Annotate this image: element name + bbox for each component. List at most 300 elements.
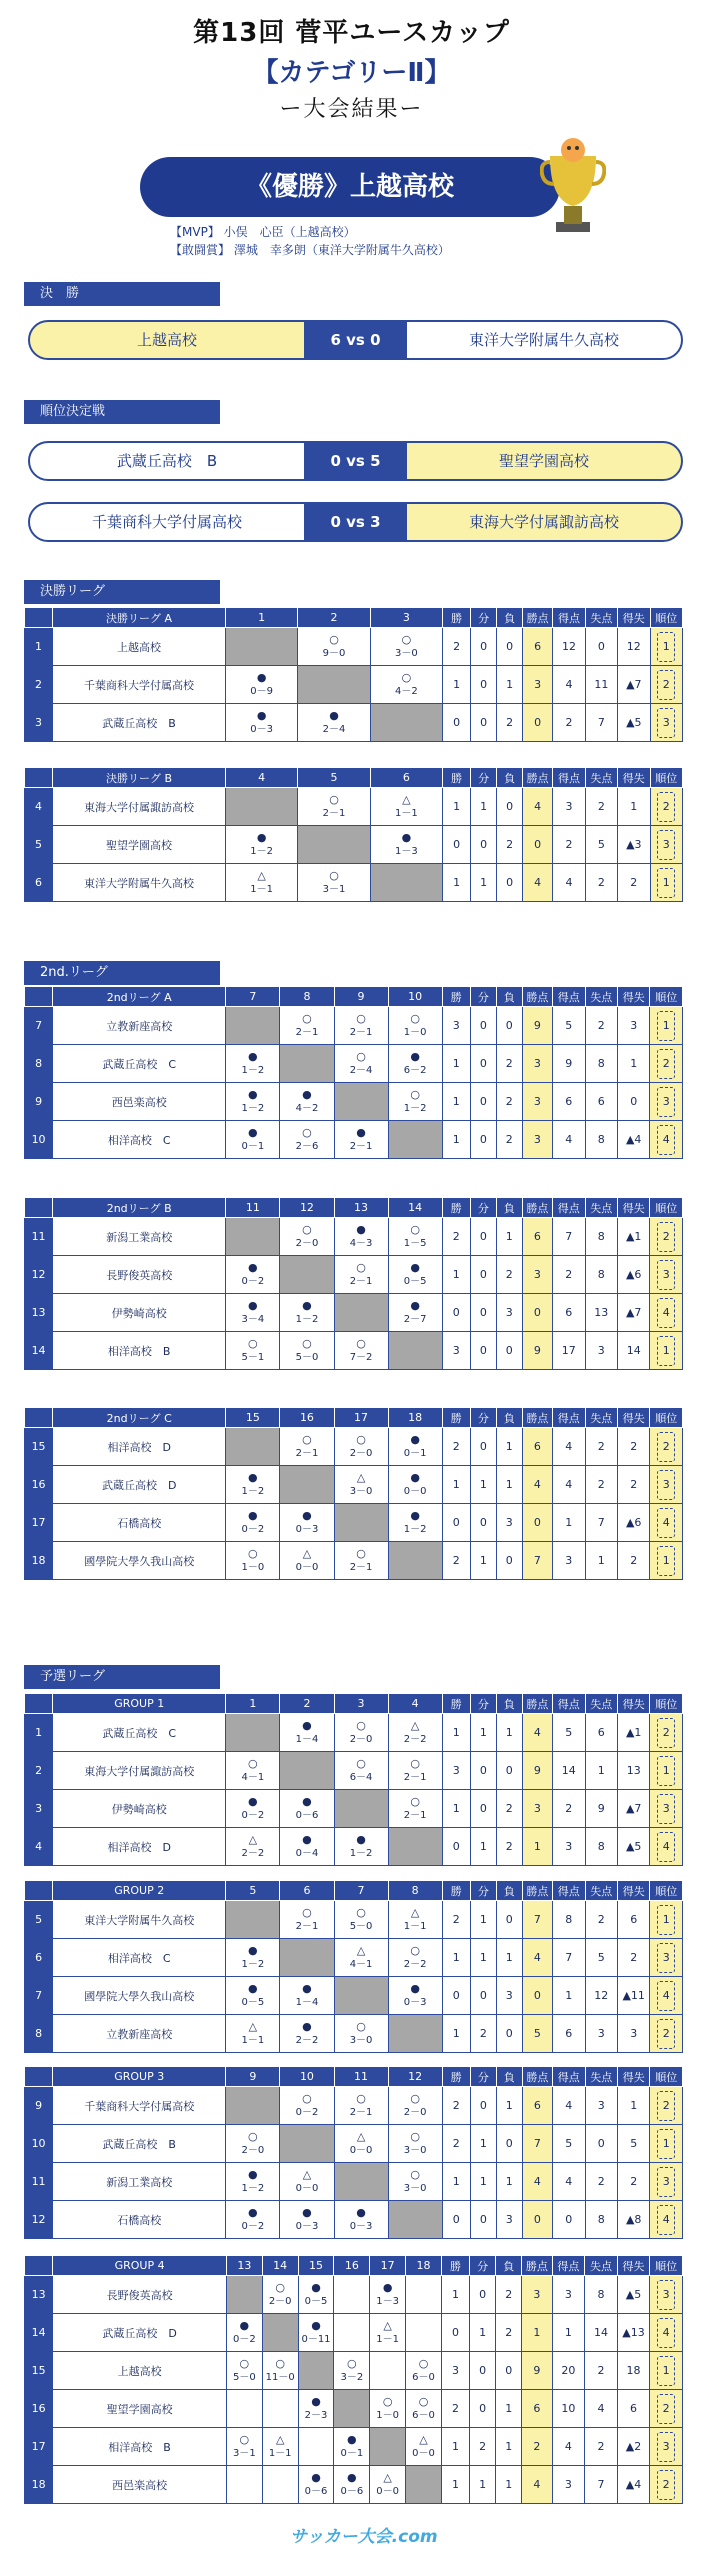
team-name: 伊勢崎高校 xyxy=(53,1790,226,1828)
table-row xyxy=(25,1256,683,1294)
points-cell: 3 xyxy=(522,1045,552,1083)
result-score: 2－2 xyxy=(403,1733,427,1745)
result-score: 0－2 xyxy=(241,2220,265,2232)
stat-cell: 0 xyxy=(442,1294,470,1332)
result-score: 5－0 xyxy=(232,2371,256,2383)
stat-cell: 0 xyxy=(443,826,471,864)
stat-cell: 3 xyxy=(553,788,585,826)
result-cell xyxy=(262,2352,298,2390)
rank-cell xyxy=(650,2125,683,2163)
stat-header: 失点 xyxy=(585,768,617,788)
table-row xyxy=(25,2125,683,2163)
league-table xyxy=(24,1407,683,1580)
league-title: 2ndリーグ A xyxy=(53,987,226,1007)
stat-cell: 3 xyxy=(553,1542,585,1580)
stat-cell: 2 xyxy=(617,1428,649,1466)
result-mark: ● xyxy=(410,1298,420,1312)
result-mark: ● xyxy=(248,1794,258,1808)
result-mark: ● xyxy=(248,1049,258,1063)
stat-cell: 3 xyxy=(496,1504,522,1542)
table-row xyxy=(25,1901,683,1939)
rank-value: 2 xyxy=(657,1432,675,1462)
result-score: 0－6 xyxy=(340,2485,364,2497)
result-score: 0－3 xyxy=(295,2220,319,2232)
header-blank xyxy=(25,1881,53,1901)
result-score: 1－0 xyxy=(403,1026,427,1038)
result-score: 1－1 xyxy=(403,1920,427,1932)
stat-cell: 1 xyxy=(442,1939,470,1977)
result-cell xyxy=(298,704,370,742)
result-mark: ● xyxy=(410,1981,420,1995)
result-cell xyxy=(334,1294,388,1332)
result-cell xyxy=(298,2276,334,2314)
result-cell xyxy=(280,2087,334,2125)
opponent-number: 17 xyxy=(370,2256,406,2276)
result-mark: ○ xyxy=(302,1432,312,1446)
team-name: 西邑楽高校 xyxy=(53,2466,227,2504)
opponent-number: 12 xyxy=(388,2067,442,2087)
rank-cell xyxy=(650,2314,683,2352)
team-number: 8 xyxy=(25,2015,53,2053)
stat-header: 得点 xyxy=(553,1881,585,1901)
result-score: 1－3 xyxy=(376,2295,400,2307)
result-cell xyxy=(370,788,442,826)
result-mark: ○ xyxy=(302,1905,312,1919)
stat-header: 順位 xyxy=(650,1694,683,1714)
result-cell xyxy=(388,1901,442,1939)
points-cell: 0 xyxy=(522,1294,552,1332)
league-title: 決勝リーグ A xyxy=(53,608,226,628)
result-mark: ○ xyxy=(418,2394,429,2408)
stat-cell: 13 xyxy=(617,1752,649,1790)
stat-cell: 1 xyxy=(443,864,471,902)
result-mark: ○ xyxy=(302,1011,312,1025)
team-name: 相洋高校 B xyxy=(53,1332,226,1370)
stat-cell: 3 xyxy=(585,2087,617,2125)
team-name: 千葉商科大学付属高校 xyxy=(53,2087,226,2125)
result-score: 0－3 xyxy=(349,2220,373,2232)
stat-cell: 1 xyxy=(441,2428,469,2466)
result-mark: △ xyxy=(302,2167,312,2181)
result-cell xyxy=(280,1256,334,1294)
result-mark: ○ xyxy=(410,1222,420,1236)
points-cell: 3 xyxy=(522,1790,552,1828)
stat-header: 得失 xyxy=(618,608,650,628)
stat-header: 負 xyxy=(496,1694,522,1714)
result-mark: ● xyxy=(410,1260,420,1274)
header-blank xyxy=(25,768,53,788)
opponent-number: 12 xyxy=(280,1198,334,1218)
result-mark: ○ xyxy=(239,2356,250,2370)
rank-cell xyxy=(650,1466,683,1504)
team-name: 新潟工業高校 xyxy=(53,1218,226,1256)
rank-cell xyxy=(650,1542,683,1580)
table-row xyxy=(25,826,683,864)
stat-cell: 0 xyxy=(442,1504,470,1542)
league-table xyxy=(24,986,683,1159)
stat-cell: 1 xyxy=(496,2087,522,2125)
league-table xyxy=(24,767,683,902)
table-row xyxy=(25,1294,683,1332)
result-cell xyxy=(226,2163,280,2201)
result-cell xyxy=(406,2466,442,2504)
place1-score-text: 0 vs 5 xyxy=(330,452,381,470)
stat-header: 得失 xyxy=(617,1694,649,1714)
stat-cell: 3 xyxy=(585,1332,617,1370)
opponent-number: 4 xyxy=(388,1694,442,1714)
team-name: 石橋高校 xyxy=(53,1504,226,1542)
rank-cell xyxy=(650,704,683,742)
result-cell xyxy=(388,1466,442,1504)
opponent-number: 2 xyxy=(298,608,370,628)
category-label: 【カテゴリーⅡ】 xyxy=(252,58,451,88)
champion-banner: 《優勝》上越高校 xyxy=(140,157,560,217)
place1-away-team: 聖望学園高校 xyxy=(405,441,683,481)
tournament-title: 第13回 菅平ユースカップ xyxy=(193,18,510,48)
result-score: 0－0 xyxy=(295,2182,319,2194)
team-number: 2 xyxy=(25,1752,53,1790)
team-number: 14 xyxy=(25,2314,53,2352)
opponent-number: 1 xyxy=(226,1694,280,1714)
stat-cell: 2 xyxy=(442,1428,470,1466)
result-score: 0－4 xyxy=(295,1847,319,1859)
league-title: 2ndリーグ C xyxy=(53,1408,226,1428)
result-score: 3－0 xyxy=(349,2034,373,2046)
table-row xyxy=(25,2163,683,2201)
stat-cell: ▲5 xyxy=(617,1828,649,1866)
result-mark: ● xyxy=(248,1508,258,1522)
team-name: 伊勢崎高校 xyxy=(53,1294,226,1332)
stat-cell: 0 xyxy=(617,1083,649,1121)
team-name: 東海大学付属諏訪高校 xyxy=(53,788,226,826)
result-mark: ● xyxy=(302,1981,312,1995)
stat-cell: 3 xyxy=(496,1294,522,1332)
result-mark: ○ xyxy=(401,670,412,684)
rank-cell xyxy=(650,1977,683,2015)
result-score: 1－2 xyxy=(250,845,273,857)
result-cell xyxy=(334,1977,388,2015)
stat-cell: 5 xyxy=(617,2125,649,2163)
rank-cell xyxy=(650,826,683,864)
result-score: 0－11 xyxy=(301,2333,331,2345)
opponent-number: 6 xyxy=(370,768,442,788)
team-number: 3 xyxy=(25,1790,53,1828)
result-mark: ○ xyxy=(248,1336,258,1350)
result-mark: ○ xyxy=(275,2280,285,2294)
result-score: 7－2 xyxy=(349,1351,373,1363)
stat-header: 分 xyxy=(470,987,496,1007)
points-cell: 0 xyxy=(523,704,553,742)
result-cell xyxy=(226,2314,262,2352)
table-row xyxy=(25,1504,683,1542)
stat-header: 順位 xyxy=(650,768,683,788)
opponent-number: 6 xyxy=(280,1881,334,1901)
points-cell: 4 xyxy=(522,1939,552,1977)
stat-cell: 0 xyxy=(470,1007,496,1045)
points-cell: 7 xyxy=(522,2125,552,2163)
result-score: 1－5 xyxy=(403,1237,427,1249)
result-score: 4－2 xyxy=(395,685,418,697)
stat-cell: 0 xyxy=(470,1977,496,2015)
points-cell: 9 xyxy=(522,1752,552,1790)
result-cell xyxy=(280,1939,334,1977)
result-score: 1－1 xyxy=(268,2447,292,2459)
rank-value: 3 xyxy=(657,1470,675,1500)
stat-cell: 2 xyxy=(585,1466,617,1504)
section-second-league: 2nd.リーグ xyxy=(24,961,220,985)
final-score xyxy=(306,320,405,360)
result-cell xyxy=(388,1542,442,1580)
result-mark: ○ xyxy=(410,1756,420,1770)
stat-cell: 12 xyxy=(618,628,650,666)
result-cell xyxy=(334,1504,388,1542)
result-cell xyxy=(226,1256,280,1294)
result-mark: ● xyxy=(356,2205,366,2219)
opponent-number: 11 xyxy=(334,2067,388,2087)
result-score: 3－0 xyxy=(395,647,418,659)
result-cell xyxy=(280,1083,334,1121)
stat-cell: 8 xyxy=(585,1121,617,1159)
rank-value: 4 xyxy=(657,1125,675,1155)
result-cell xyxy=(388,1256,442,1294)
result-cell xyxy=(334,2015,388,2053)
rank-value: 2 xyxy=(657,1049,675,1079)
result-cell xyxy=(280,1828,334,1866)
result-score: 11－0 xyxy=(265,2371,295,2383)
stat-cell: 0 xyxy=(471,628,497,666)
result-mark: ○ xyxy=(302,1222,312,1236)
stat-cell: 1 xyxy=(442,2163,470,2201)
opponent-number: 3 xyxy=(334,1694,388,1714)
team-name: 上越高校 xyxy=(53,2352,227,2390)
stat-cell: 3 xyxy=(553,1828,585,1866)
stat-cell: 0 xyxy=(496,2015,522,2053)
result-mark: ○ xyxy=(356,1049,366,1063)
result-cell xyxy=(388,1714,442,1752)
rank-value: 4 xyxy=(657,1832,675,1862)
table-row xyxy=(25,628,683,666)
stat-cell: 1 xyxy=(470,2466,496,2504)
stat-cell: 9 xyxy=(585,1790,617,1828)
result-score: 2－1 xyxy=(295,1026,319,1038)
team-number: 8 xyxy=(25,1045,53,1083)
stat-header: 順位 xyxy=(650,1408,683,1428)
stat-cell: 1 xyxy=(442,1466,470,1504)
stat-cell: 1 xyxy=(585,1542,617,1580)
stat-header: 得失 xyxy=(617,2067,649,2087)
stat-cell: ▲3 xyxy=(618,826,650,864)
points-cell: 3 xyxy=(522,2276,552,2314)
result-score: 5－1 xyxy=(241,1351,265,1363)
team-number: 15 xyxy=(25,2352,53,2390)
stat-header: 失点 xyxy=(585,2256,618,2276)
league-title: 2ndリーグ B xyxy=(53,1198,226,1218)
table-row xyxy=(25,2466,683,2504)
rank-value: 1 xyxy=(657,2129,675,2159)
stat-cell: 3 xyxy=(442,1007,470,1045)
result-score: 3－2 xyxy=(340,2371,364,2383)
stat-cell: 8 xyxy=(553,1901,585,1939)
team-name: 聖望学園高校 xyxy=(53,2390,227,2428)
header-blank xyxy=(25,1408,53,1428)
points-cell: 6 xyxy=(523,628,553,666)
table-row xyxy=(25,2087,683,2125)
opponent-number: 1 xyxy=(225,608,297,628)
stat-cell: 1 xyxy=(617,2087,649,2125)
points-cell: 4 xyxy=(522,1714,552,1752)
team-number: 17 xyxy=(25,1504,53,1542)
fighting-spirit-award: 【敢闘賞】 澤城 幸多朗（東洋大学附属牛久高校） xyxy=(170,243,450,257)
rank-value: 3 xyxy=(657,2167,675,2197)
opponent-number: 10 xyxy=(388,987,442,1007)
rank-value: 3 xyxy=(657,1794,675,1824)
stat-cell: 0 xyxy=(441,2314,469,2352)
stat-cell: 2 xyxy=(585,1007,617,1045)
opponent-number: 16 xyxy=(280,1408,334,1428)
result-mark: ○ xyxy=(275,2356,285,2370)
result-cell xyxy=(280,1542,334,1580)
stat-header: 勝 xyxy=(442,1881,470,1901)
rank-value: 1 xyxy=(657,1011,675,1041)
league-table xyxy=(24,1693,683,1866)
result-cell xyxy=(334,1466,388,1504)
result-mark: ○ xyxy=(410,1794,420,1808)
rank-cell xyxy=(650,1256,683,1294)
result-mark: ● xyxy=(302,1718,312,1732)
rank-cell xyxy=(650,1790,683,1828)
stat-cell: 0 xyxy=(470,1121,496,1159)
result-score: 5－0 xyxy=(349,1920,373,1932)
stat-cell: 0 xyxy=(585,628,617,666)
rank-cell xyxy=(650,2390,683,2428)
stat-cell: 6 xyxy=(585,1714,617,1752)
table-row xyxy=(25,1428,683,1466)
result-mark: ● xyxy=(410,1470,420,1484)
stat-cell: 3 xyxy=(552,2466,585,2504)
team-number: 5 xyxy=(25,1901,53,1939)
result-cell xyxy=(226,1939,280,1977)
result-mark: ● xyxy=(248,2167,258,2181)
stat-cell: 2 xyxy=(496,1121,522,1159)
stat-header: 勝 xyxy=(441,2256,469,2276)
team-number: 13 xyxy=(25,2276,53,2314)
result-cell xyxy=(280,1218,334,1256)
result-mark: ○ xyxy=(410,1087,420,1101)
points-cell: 4 xyxy=(523,864,553,902)
stat-cell: 4 xyxy=(553,2087,585,2125)
points-cell: 4 xyxy=(522,2163,552,2201)
result-mark: △ xyxy=(356,2129,366,2143)
result-score: 2－4 xyxy=(322,723,346,735)
points-cell: 4 xyxy=(522,1466,552,1504)
section-final-league: 決勝リーグ xyxy=(24,580,220,604)
team-name: 上越高校 xyxy=(53,628,226,666)
league-table xyxy=(24,1880,683,2053)
result-mark: ● xyxy=(256,830,267,844)
result-cell xyxy=(334,1218,388,1256)
rank-value: 1 xyxy=(657,1756,675,1786)
stat-cell: 2 xyxy=(585,864,617,902)
stat-cell: 2 xyxy=(496,2276,522,2314)
stat-header: 勝点 xyxy=(523,608,553,628)
stat-cell: 1 xyxy=(470,1828,496,1866)
stat-cell: 2 xyxy=(585,2428,618,2466)
result-mark: △ xyxy=(383,2470,392,2484)
section-prelim-league: 予選リーグ xyxy=(24,1665,220,1689)
stat-cell: 7 xyxy=(585,704,617,742)
result-score: 1－4 xyxy=(295,1996,319,2008)
result-score: 0－3 xyxy=(403,1996,427,2008)
points-cell: 6 xyxy=(522,1218,552,1256)
stat-header: 得点 xyxy=(553,768,585,788)
result-cell xyxy=(298,788,370,826)
stat-header: 順位 xyxy=(650,987,683,1007)
result-mark: △ xyxy=(402,792,411,806)
result-cell xyxy=(262,2428,298,2466)
stat-cell: 0 xyxy=(442,1828,470,1866)
result-cell xyxy=(334,1332,388,1370)
result-cell xyxy=(298,864,370,902)
team-number: 2 xyxy=(25,666,53,704)
result-score: 2－0 xyxy=(268,2295,292,2307)
result-mark: △ xyxy=(383,2318,392,2332)
stat-cell: 0 xyxy=(496,1332,522,1370)
result-score: 3－4 xyxy=(241,1313,265,1325)
stat-cell: 2 xyxy=(442,1218,470,1256)
stat-cell: 0 xyxy=(470,1218,496,1256)
stat-header: 得点 xyxy=(553,1198,585,1218)
stat-cell: 7 xyxy=(585,1504,617,1542)
rank-cell xyxy=(650,2015,683,2053)
stat-cell: 3 xyxy=(585,2015,617,2053)
results-subtitle: ー大会結果ー xyxy=(279,97,424,122)
stat-cell: 2 xyxy=(553,1256,585,1294)
stat-cell: 2 xyxy=(496,1256,522,1294)
result-mark: ● xyxy=(302,2019,312,2033)
place1-home-team: 武蔵丘高校 B xyxy=(28,441,306,481)
stat-cell: 1 xyxy=(442,1790,470,1828)
stat-cell: 3 xyxy=(442,1752,470,1790)
result-cell xyxy=(370,704,442,742)
result-mark: ○ xyxy=(329,868,339,882)
result-cell xyxy=(280,1045,334,1083)
opponent-number: 8 xyxy=(280,987,334,1007)
stat-cell: 0 xyxy=(470,1428,496,1466)
stat-cell: 8 xyxy=(585,1256,617,1294)
result-cell xyxy=(334,1256,388,1294)
rank-cell xyxy=(650,2466,683,2504)
rank-cell xyxy=(650,1045,683,1083)
stat-header: 勝点 xyxy=(523,768,553,788)
opponent-number: 5 xyxy=(226,1881,280,1901)
team-name: 長野俊英高校 xyxy=(53,2276,227,2314)
rank-cell xyxy=(650,1504,683,1542)
stat-header: 負 xyxy=(497,608,523,628)
table-row xyxy=(25,1977,683,2015)
stat-header: 得失 xyxy=(618,768,650,788)
stat-cell: 0 xyxy=(496,2125,522,2163)
result-score: 3－1 xyxy=(232,2447,256,2459)
stat-header: 得点 xyxy=(553,987,585,1007)
stat-cell: ▲8 xyxy=(617,2201,649,2239)
points-cell: 0 xyxy=(522,2201,552,2239)
stat-cell: ▲7 xyxy=(617,1294,649,1332)
stat-cell: 3 xyxy=(552,2276,585,2314)
stat-cell: 1 xyxy=(617,1045,649,1083)
team-number: 16 xyxy=(25,1466,53,1504)
stat-header: 勝 xyxy=(442,987,470,1007)
stat-cell: 2 xyxy=(443,628,471,666)
